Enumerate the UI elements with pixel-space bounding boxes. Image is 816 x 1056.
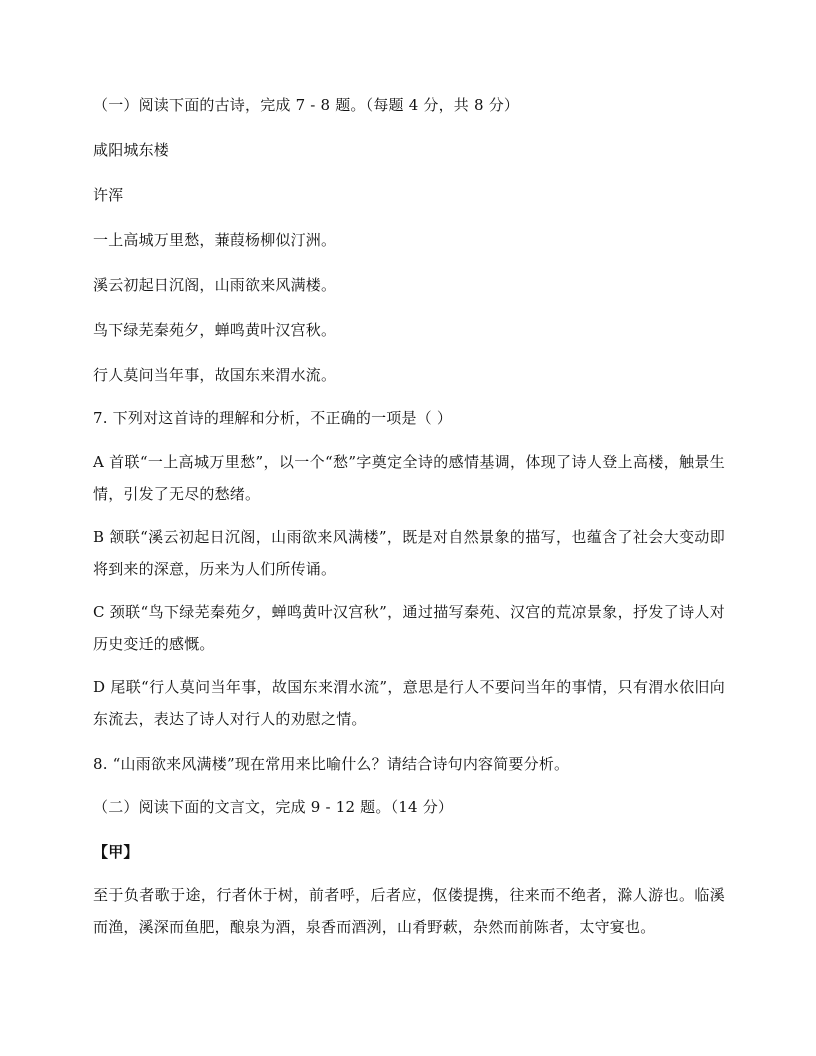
option-b: B 颔联“溪云初起日沉阁，山雨欲来风满楼”，既是对自然景象的描写，也蕴含了社会大变动即将到来的深意，历来为人们所传诵。 [93,528,725,578]
jia-label: 【甲】 [93,843,139,861]
option-c: C 颈联“鸟下绿芜秦苑夕，蝉鸣黄叶汉宫秋”，通过描写秦苑、汉宫的荒凉景象，抒发了诗人对历史变迁的感慨。 [93,603,725,653]
option-a: A 首联“一上高城万里愁”，以一个“愁”字奠定全诗的感情基调，体现了诗人登上高楼，触景生情，引发了无尽的愁绪。 [93,453,725,503]
poem-title: 咸阳城东楼 [93,141,170,159]
question-7: 7. 下列对这首诗的理解和分析，不正确的一项是（ ） [93,409,453,427]
poem-line-3: 鸟下绿芜秦苑夕，蝉鸣黄叶汉宫秋。 [93,321,337,339]
poem-line-4: 行人莫问当年事，故国东来渭水流。 [93,366,337,384]
poem-author: 许浑 [93,186,124,204]
jia-text: 至于负者歌于途，行者休于树，前者呼，后者应，伛偻提携，往来而不绝者，滁人游也。临溪而渔，溪深而鱼肥，酿泉为酒，泉香而酒洌，山肴野蔌，杂然而前陈者，太守宴也。 [93,886,725,936]
section2-heading: （二）阅读下面的文言文，完成 9 - 12 题。（14 分） [93,798,454,816]
option-d: D 尾联“行人莫问当年事，故国东来渭水流”，意思是行人不要问当年的事情，只有渭水依旧向东流去，表达了诗人对行人的劝慰之情。 [93,678,725,728]
question-8: 8. “山雨欲来风满楼”现在常用来比喻什么？请结合诗句内容简要分析。 [93,755,570,773]
poem-line-2: 溪云初起日沉阁，山雨欲来风满楼。 [93,276,337,294]
section1-heading: （一）阅读下面的古诗，完成 7 - 8 题。（每题 4 分，共 8 分） [93,96,520,114]
poem-line-1: 一上高城万里愁，蒹葭杨柳似汀洲。 [93,231,337,249]
